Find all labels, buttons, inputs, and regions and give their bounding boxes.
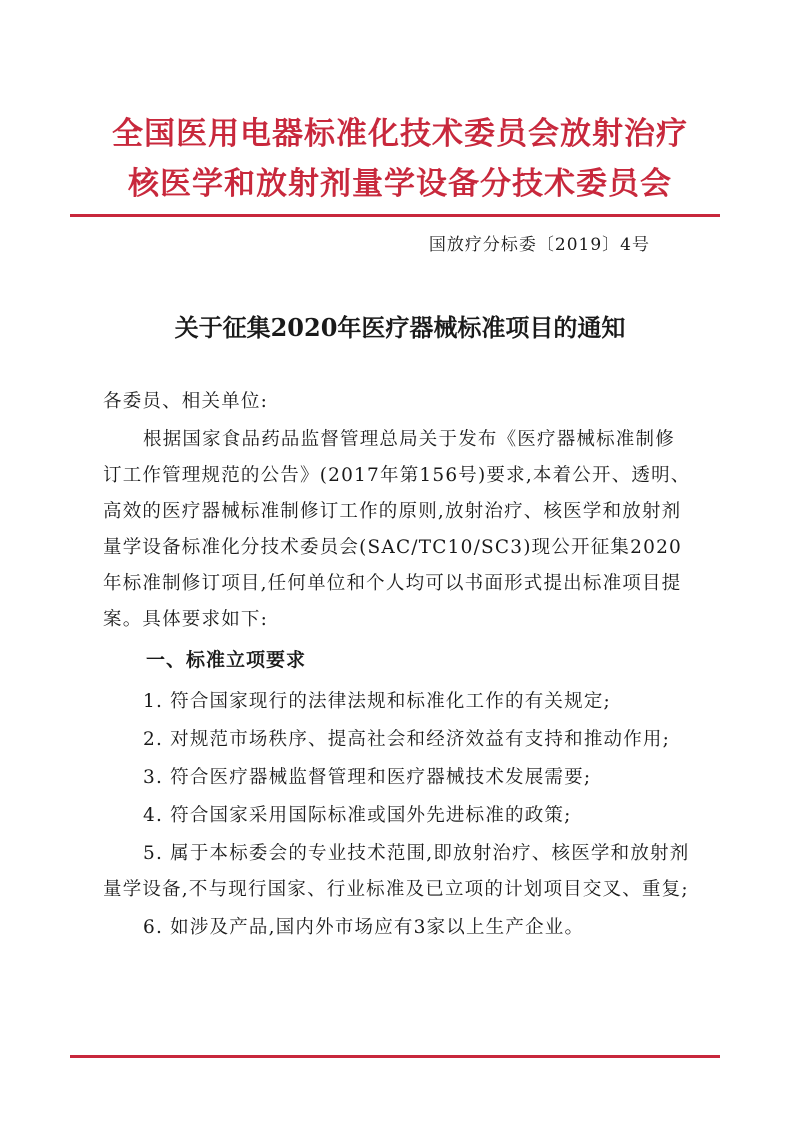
requirement-item: 4. 符合国家采用国际标准或国外先进标准的政策; [143,805,572,826]
committee-name-line-2: 核医学和放射剂量学设备分技术委员会 [128,166,672,202]
requirement-item: 1. 符合国家现行的法律法规和标准化工作的有关规定; [143,691,611,712]
requirement-item: 6. 如涉及产品,国内外市场应有3家以上生产企业。 [143,917,585,938]
committee-name-line-1: 全国医用电器标准化技术委员会放射治疗 [112,116,688,152]
requirements-list [103,684,693,948]
body-paragraph: 根据国家食品药品监督管理总局关于发布《医疗器械标准制修订工作管理规范的公告》(2017年第156号)要求,本着公开、透明、高效的医疗器械标准制修订工作的原则,放射治疗、核医学和放射剂量学设备标准化分技术委员会(SAC/TC10/SC3)现公开征集2020年标准制修订项目,任何单位和个人均可以书面形式提出标准项目提案。具体要求如下: [103,429,691,630]
section-heading: 一、标准立项要求 [146,649,307,671]
header-divider [70,214,720,217]
requirement-item: 3. 符合医疗器械监督管理和医疗器械技术发展需要; [143,767,592,788]
requirement-item: 2. 对规范市场秩序、提高社会和经济效益有支持和推动作用; [143,729,671,750]
footer-divider [70,1055,720,1058]
requirement-item: 5. 属于本标委会的专业技术范围,即放射治疗、核医学和放射剂量学设备,不与现行国家、行业标准及已立项的计划项目交叉、重复; [103,843,690,900]
salutation: 各委员、相关单位: [103,391,269,412]
document-title: 关于征集2020年医疗器械标准项目的通知 [174,313,626,342]
document-number: 国放疗分标委〔2019〕4号 [428,235,650,255]
